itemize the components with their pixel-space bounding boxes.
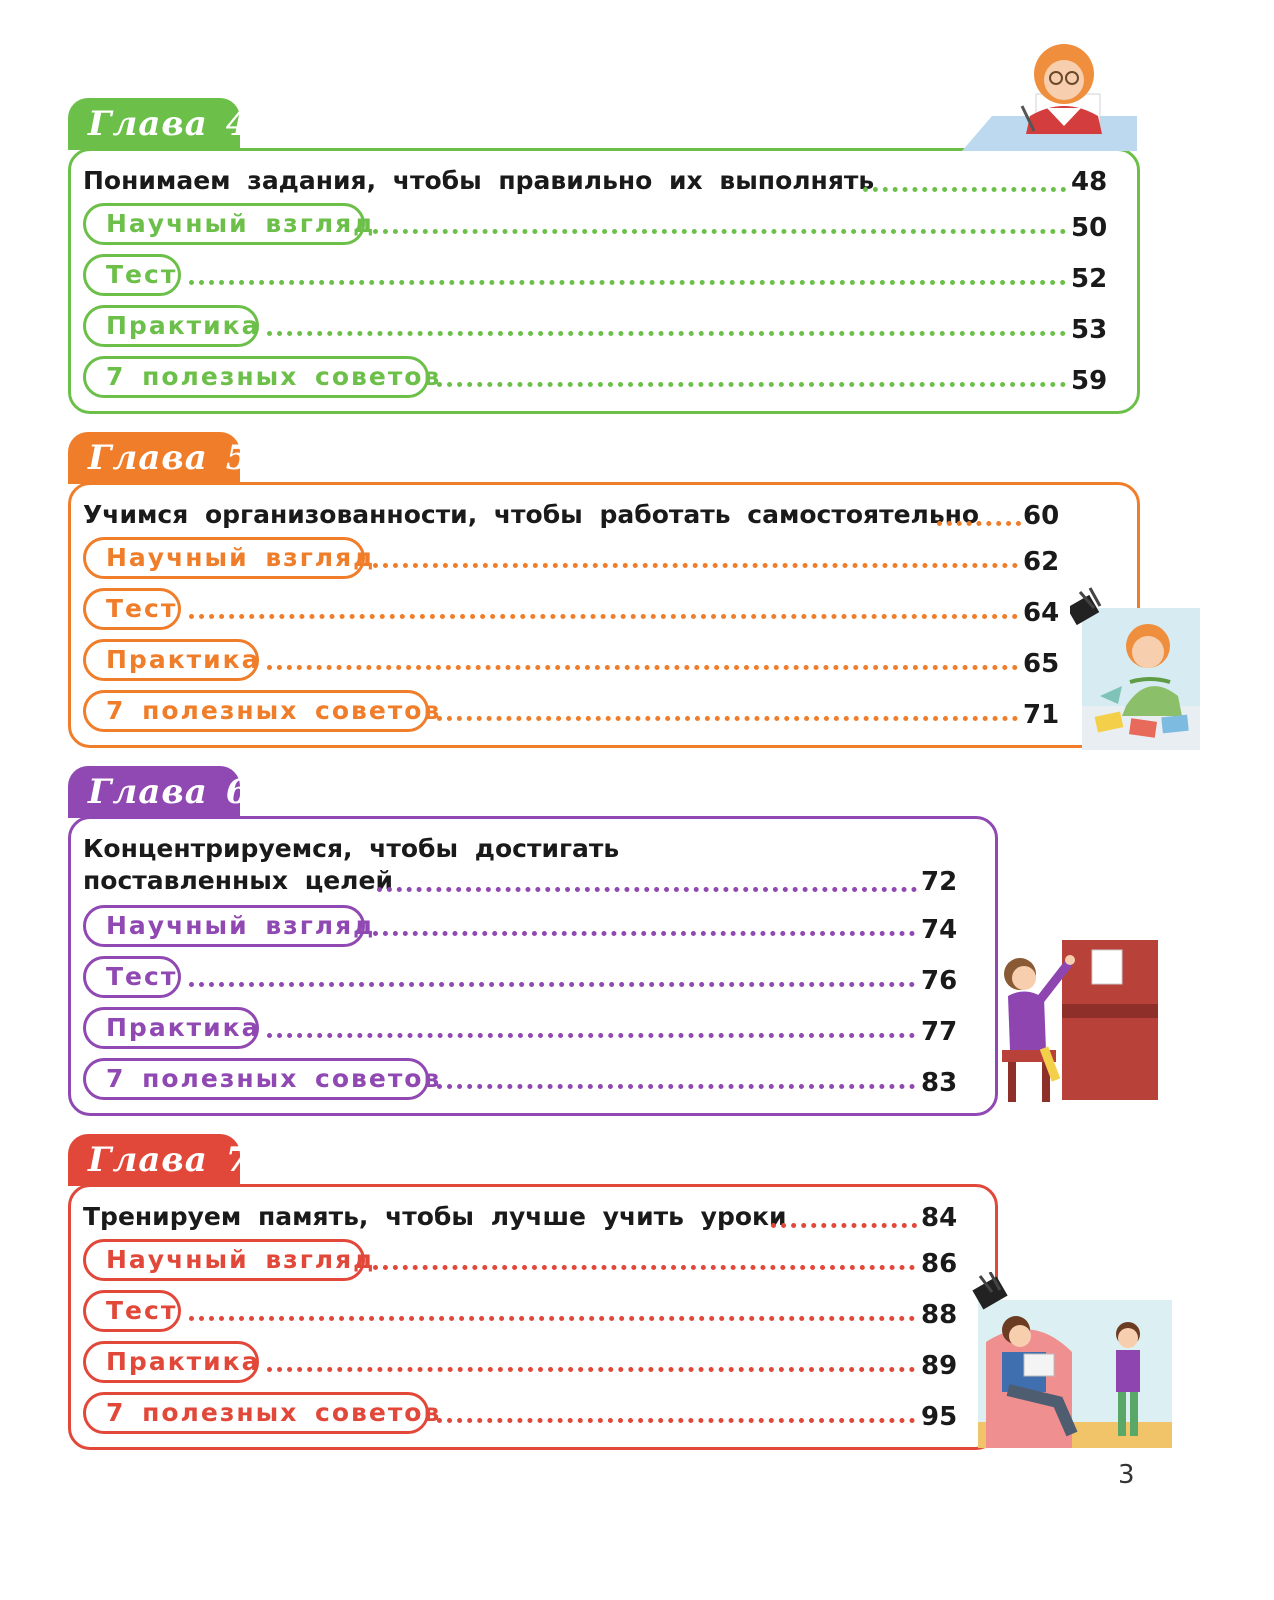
leader-dots [189,280,1066,285]
chapter-number: 5 [225,438,251,478]
page-number-ref: 83 [921,1068,958,1098]
leader-dots [863,187,1066,192]
leader-dots [267,665,1018,670]
leader-dots [189,982,915,987]
toc-row-scientific-view[interactable] [83,905,973,949]
toc-row-test[interactable] [83,588,1073,632]
page-number-ref: 52 [1071,264,1108,294]
teacher-illustration [952,36,1142,156]
leader-dots [267,1367,915,1372]
chapter-6-contents-box [68,816,998,1116]
parent-and-child-illustration [962,1272,1174,1452]
chapter-5-tab [68,432,251,484]
girl-at-piano-illustration [984,930,1164,1106]
toc-row-test[interactable] [83,956,973,1000]
toc-row-7-tips[interactable] [83,356,1123,400]
page-number-ref: 95 [921,1402,958,1432]
chapter-5-section [68,432,1140,750]
item-pill[interactable]: Тест [83,588,181,630]
leader-dots [267,1033,915,1038]
chapter-number: 4 [225,104,251,144]
page-number-ref: 74 [921,915,958,945]
leader-dots [373,1265,915,1270]
toc-row-test[interactable] [83,1290,973,1334]
leader-dots [267,331,1066,336]
leader-dots [437,382,1066,387]
chapter-title-text: Учимся организованности, чтобы работать самостоятельно [83,500,980,529]
toc-row-7-tips[interactable] [83,1058,973,1102]
item-pill[interactable]: Практика [83,639,259,681]
chapter-title-text: Понимаем задания, чтобы правильно их выполнять [83,166,875,195]
item-pill[interactable]: Практика [83,1007,259,1049]
chapter-number: 6 [225,772,251,812]
page-number-ref: 60 [1023,501,1060,531]
chapter-7-contents-box [68,1184,998,1450]
page-number-ref: 84 [921,1203,958,1233]
page-number: 3 [1118,1460,1135,1490]
chapter-7-title[interactable] [83,1201,787,1233]
chapter-tab-label: Глава [88,772,208,812]
item-pill[interactable]: Тест [83,1290,181,1332]
page-number-ref: 59 [1071,366,1108,396]
chapter-5-title[interactable] [83,499,979,531]
leader-dots [437,1084,915,1089]
chapter-6-section [68,766,998,1118]
item-pill[interactable]: Практика [83,1341,259,1383]
page-number-ref: 53 [1071,315,1108,345]
item-pill[interactable]: 7 полезных советов [83,1392,429,1434]
boy-cutting-paper-illustration [1070,586,1204,756]
chapter-7-tab [68,1134,251,1186]
toc-row-practice[interactable] [83,1341,973,1385]
item-pill[interactable]: Практика [83,305,259,347]
page-number-ref: 72 [921,867,958,897]
toc-row-test[interactable] [83,254,1123,298]
leader-dots [937,521,1021,526]
leader-dots [377,887,917,892]
chapter-title-text: поставленных целей [83,866,393,895]
page-number-ref: 76 [921,966,958,996]
item-pill[interactable]: Научный взгляд [83,1239,365,1281]
item-pill[interactable]: Тест [83,956,181,998]
toc-row-scientific-view[interactable] [83,1239,973,1283]
chapter-7-section [68,1134,998,1452]
page-number-ref: 64 [1023,598,1060,628]
item-pill[interactable]: 7 полезных советов [83,690,429,732]
leader-dots [373,563,1018,568]
page-number-ref: 88 [921,1300,958,1330]
page-number-ref: 86 [921,1249,958,1279]
chapter-5-contents-box [68,482,1140,748]
chapter-6-title[interactable] [83,833,619,865]
chapter-6-title-line-2[interactable] [83,865,393,897]
chapter-number: 7 [225,1140,251,1180]
toc-row-practice[interactable] [83,1007,973,1051]
toc-row-7-tips[interactable] [83,690,1073,734]
toc-row-practice[interactable] [83,639,1073,683]
item-pill[interactable]: Научный взгляд [83,537,365,579]
leader-dots [373,229,1066,234]
chapter-4-tab [68,98,251,150]
leader-dots [373,931,915,936]
page-number-ref: 65 [1023,649,1060,679]
item-pill[interactable]: Научный взгляд [83,905,365,947]
page-number-ref: 71 [1023,700,1060,730]
chapter-title-text: Концентрируемся, чтобы достигать [83,834,620,863]
item-pill[interactable]: 7 полезных советов [83,356,429,398]
toc-row-scientific-view[interactable] [83,203,1123,247]
chapter-4-title[interactable] [83,165,874,197]
leader-dots [771,1223,917,1228]
item-pill[interactable]: 7 полезных советов [83,1058,429,1100]
page-number-ref: 48 [1071,167,1108,197]
toc-row-scientific-view[interactable] [83,537,1073,581]
leader-dots [189,614,1018,619]
item-pill[interactable]: Тест [83,254,181,296]
chapter-4-contents-box [68,148,1140,414]
chapter-title-text: Тренируем память, чтобы лучше учить уроки [83,1202,787,1231]
page-number-ref: 77 [921,1017,958,1047]
page-number-ref: 50 [1071,213,1108,243]
page-number-ref: 62 [1023,547,1060,577]
chapter-tab-label: Глава [88,104,208,144]
leader-dots [437,716,1018,721]
chapter-tab-label: Глава [88,438,208,478]
item-pill[interactable]: Научный взгляд [83,203,365,245]
toc-row-practice[interactable] [83,305,1123,349]
chapter-tab-label: Глава [88,1140,208,1180]
toc-row-7-tips[interactable] [83,1392,973,1436]
page-number-ref: 89 [921,1351,958,1381]
leader-dots [189,1316,915,1321]
chapter-6-tab [68,766,251,818]
leader-dots [437,1418,915,1423]
